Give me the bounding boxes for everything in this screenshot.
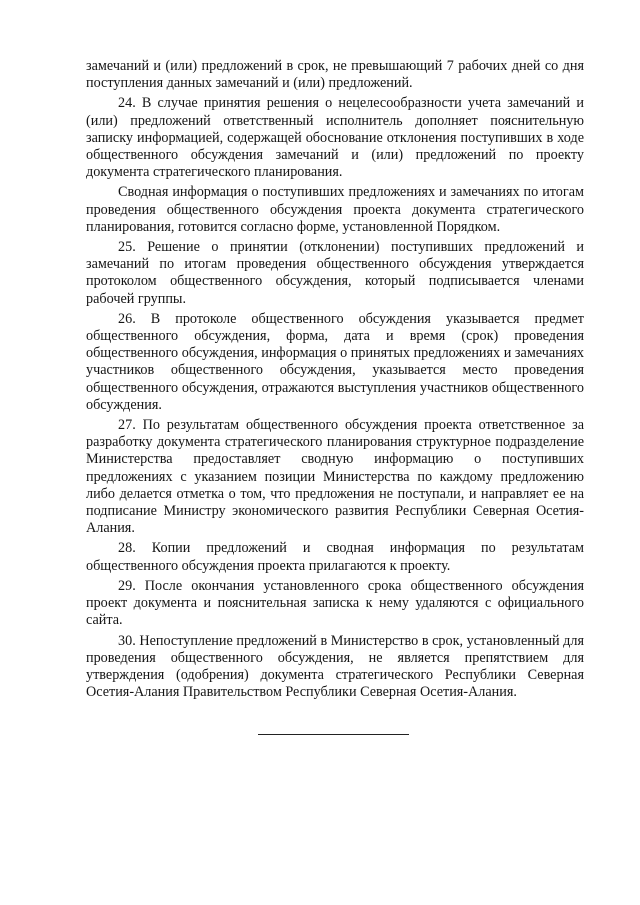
paragraph-26: 26. В протоколе общественного обсуждения указывается предмет общественного обсуждения, форма, дата и время (срок) проведения общественного обсуждения, информация о принятых предложениях и замечаниях участников общественного обсуждения, указывается место проведения общественного обсуждения, отражаются выступления участников общественного обсуждения. <box>86 310 584 413</box>
paragraph-28: 28. Копии предложений и сводная информация по результатам общественного обсуждения проекта прилагаются к проекту. <box>86 540 584 574</box>
paragraph-30: 30. Непоступление предложений в Министерство в срок, установленный для проведения общественного обсуждения, не является препятствием для утверждения (одобрения) документа стратегического Республики Северная Осетия-Алания Правительством Республики Северная Осетия-Алания. <box>86 632 584 701</box>
paragraph-summary-info: Сводная информация о поступивших предложениях и замечаниях по итогам проведения общественного обсуждения проекта документа стратегического планирования, готовится согласно форме, установленной Порядком. <box>86 184 584 235</box>
paragraph-27: 27. По результатам общественного обсуждения проекта ответственное за разработку документа стратегического планирования структурное подразделение Министерства предоставляет сводную информацию о поступивших предложениях с указанием позиции Министерства по каждому предложению либо делается отметка о том, что предложения не поступали, и направляет ее на подписание Министру экономического развития Республики Северная Осетия-Алания. <box>86 417 584 537</box>
paragraph-29: 29. После окончания установленного срока общественного обсуждения проект документа и пояснительная записка к нему удаляются с официального сайта. <box>86 577 584 629</box>
paragraph-24: 24. В случае принятия решения о нецелесообразности учета замечаний и (или) предложений ответственный исполнитель дополняет пояснительную записку информацией, содержащей обоснование отклонения поступивших в ходе общественного обсуждения замечаний и (или) предложений по проекту документа стратегического планирования. <box>86 95 584 181</box>
document-page <box>86 58 584 704</box>
paragraph-25: 25. Решение о принятии (отклонении) поступивших предложений и замечаний по итогам проведения общественного обсуждения утверждается протоколом общественного обсуждения, который подписывается членами рабочей группы. <box>86 239 584 307</box>
end-divider-line <box>258 734 409 735</box>
paragraph-continuation: замечаний и (или) предложений в срок, не превышающий 7 рабочих дней со дня поступления данных замечаний и (или) предложений. <box>86 58 584 92</box>
